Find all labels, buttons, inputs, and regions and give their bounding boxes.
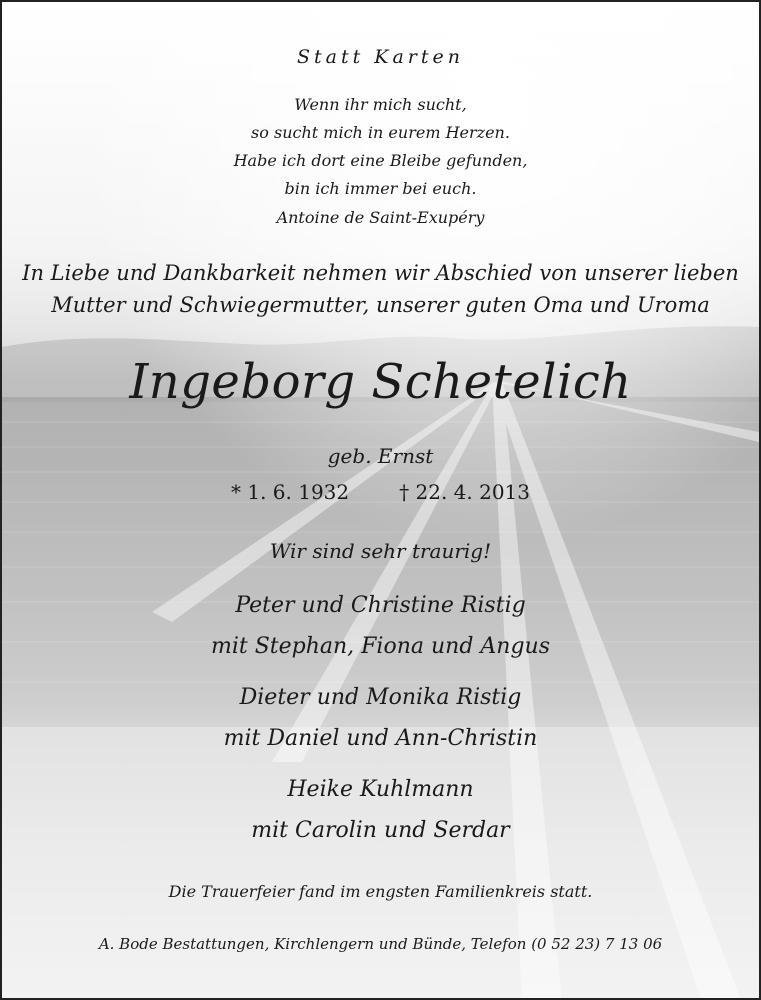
- poem-author: Antoine de Saint-Exupéry: [276, 208, 485, 227]
- poem-line-2: so sucht mich in eurem Herzen.: [251, 123, 510, 142]
- poem-line-3: Habe ich dort eine Bleibe gefunden,: [233, 151, 528, 170]
- maiden-name: geb. Ernst: [327, 444, 434, 468]
- intro-line-2: Mutter und Schwiegermutter, unserer guten Oma und Uroma: [51, 293, 710, 317]
- poem-line-1: Wenn ihr mich sucht,: [294, 95, 467, 114]
- death-date: † 22. 4. 2013: [399, 480, 530, 504]
- sentiment: Wir sind sehr traurig!: [269, 539, 492, 563]
- deceased-name: Ingeborg Schetelich: [129, 354, 632, 410]
- mourner-line-1: Peter und Christine Ristig: [235, 593, 526, 618]
- notice-text: [2, 2, 759, 998]
- intro-line-1: In Liebe und Dankbarkeit nehmen wir Abschied von unserer lieben: [22, 261, 739, 285]
- mourner-line-3: Dieter und Monika Ristig: [239, 685, 522, 710]
- life-dates: [2, 480, 759, 504]
- mourner-line-4: mit Daniel und Ann-Christin: [223, 726, 538, 751]
- birth-date: * 1. 6. 1932: [231, 480, 350, 504]
- poem-line-4: bin ich immer bei euch.: [284, 179, 477, 198]
- mourner-line-5: Heike Kuhlmann: [287, 777, 474, 802]
- notice-heading: Statt Karten: [296, 46, 464, 68]
- mourner-line-2: mit Stephan, Fiona und Angus: [210, 634, 551, 659]
- mourner-line-6: mit Carolin und Serdar: [251, 818, 510, 843]
- undertaker-info: A. Bode Bestattungen, Kirchlengern und Bünde, Telefon (0 52 23) 7 13 06: [98, 935, 663, 953]
- funeral-note: Die Trauerfeier fand im engsten Familienkreis statt.: [168, 882, 593, 901]
